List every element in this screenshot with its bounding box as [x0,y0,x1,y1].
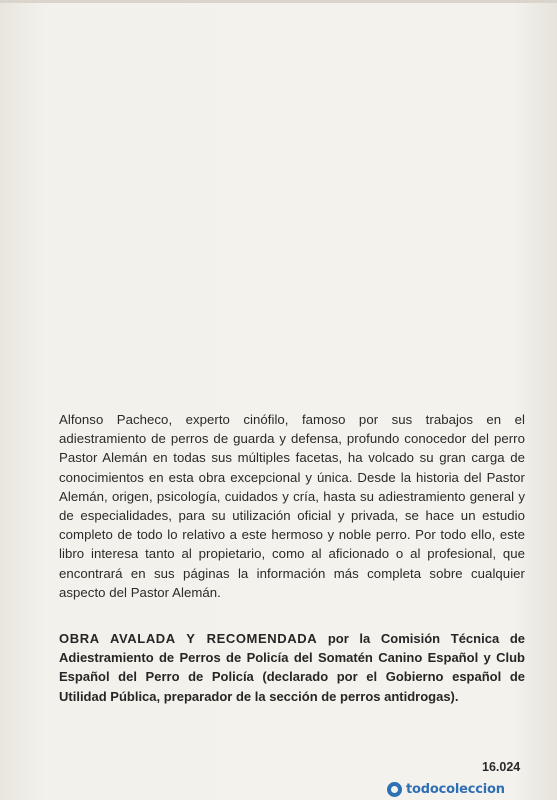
todocoleccion-logo-icon [387,782,402,797]
watermark [387,780,505,798]
watermark-text: todocoleccion [406,781,505,797]
endorsement-lead: OBRA AVALADA Y RECOMENDADA [59,631,318,646]
page-top-edge [0,0,557,3]
endorsement-block [59,629,525,706]
endorsement-text: por la Comisión Técnica de Adiestramiento de Perros de Policía del Somatén Canino Español y Club Español del Perro de Policía (declarado por el Gobierno español de Utilidad Pública, preparador de la sección de perros antidrogas). [59,631,525,704]
book-description [59,410,525,602]
description-paragraph: Alfonso Pacheco, experto cinófilo, famoso por sus trabajos en el adiestramiento de perros de guarda y defensa, profundo conocedor del perro Pastor Alemán en todas sus múltiples facetas, ha volcado su gran carga de conocimientos en esta obra excepcional y única. Desde la historia del Pastor Alemán, origen, psicología, cuidados y cría, hasta su adiestramiento general y de especialidades, para su utilización oficial y privada, se hace un estudio completo de todo lo relativo a este hermoso y noble perro. Por todo ello, este libro interesa tanto al propietario, como al aficionado o al profesional, que encontrará en sus páginas la información más completa sobre cualquier aspecto del Pastor Alemán. [59,412,525,600]
catalog-code: 16.024 [482,760,521,774]
endorsement-paragraph [59,629,525,706]
